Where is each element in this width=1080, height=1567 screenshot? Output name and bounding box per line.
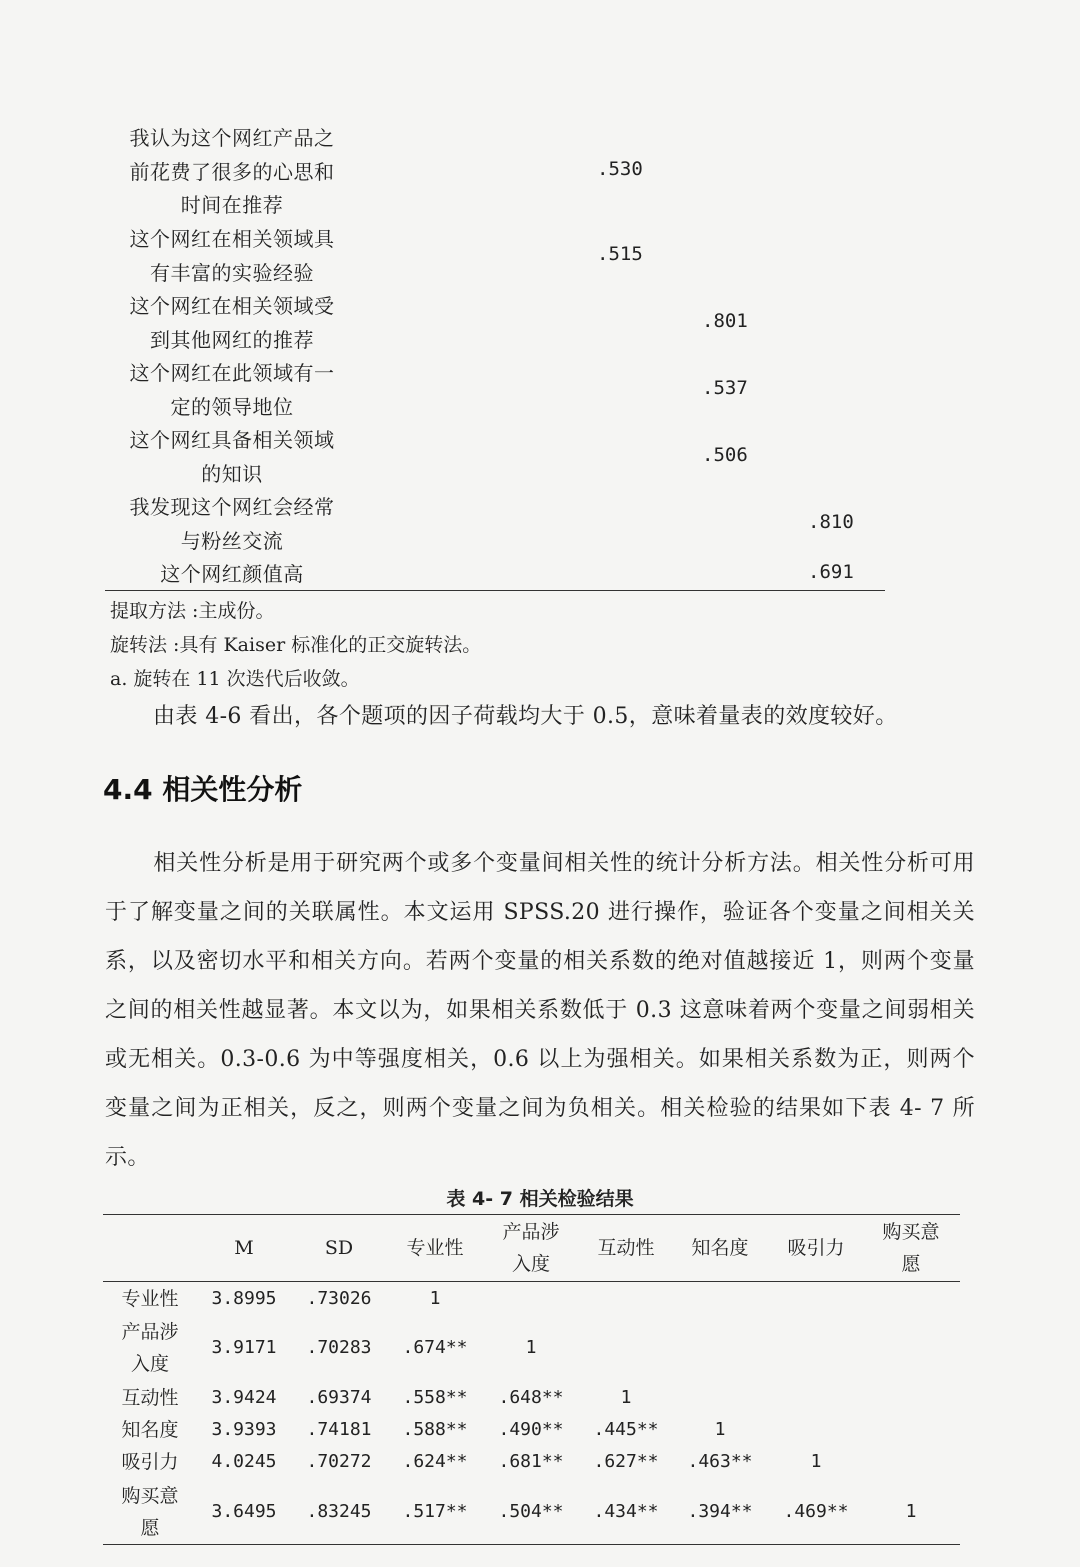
table-cell: .463** [687,1451,753,1472]
factor-loading-value: .530 [597,158,643,181]
factor-item-label: 这个网红在此领域有一 定的领导地位 [129,361,335,419]
column-header: M [234,1237,254,1259]
table-cell: 1 [714,1419,726,1440]
factor-item-label: 我发现这个网红会经常 与粉丝交流 [129,495,335,553]
column-header: 产品涉 入度 [502,1221,560,1275]
corr-table-header-rule [103,1281,960,1282]
table-cell: .624** [402,1451,468,1472]
table-cell: 3.9171 [211,1337,277,1358]
factor-item-label: 这个网红在相关领域具 有丰富的实验经验 [129,227,335,285]
row-label: 知名度 [121,1419,179,1441]
column-header: 吸引力 [787,1237,845,1259]
column-header: 知名度 [691,1237,749,1259]
table-cell: .445** [593,1419,659,1440]
table-caption: 表 4- 7 相关检验结果 [446,1188,634,1210]
factor-item-label: 这个网红在相关领域受 到其他网红的推荐 [129,294,335,352]
factor-table-bottom-rule [105,590,885,591]
table-cell: .627** [593,1451,659,1472]
table-cell: .681** [498,1451,564,1472]
table-cell: 3.6495 [211,1501,277,1522]
paragraph-validity: 由表 4-6 看出，各个题项的因子荷载均大于 0.5，意味着量表的效度较好。 [153,704,898,729]
row-label: 互动性 [121,1387,179,1409]
row-label: 专业性 [121,1288,179,1310]
table-cell: 3.8995 [211,1288,277,1309]
table-cell: .73026 [306,1288,372,1309]
factor-loading-value: .537 [702,376,748,399]
row-label: 产品涉 入度 [121,1321,179,1375]
column-header: 购买意 愿 [882,1221,940,1275]
table-note-convergence: a. 旋转在 11 次迭代后收敛。 [110,668,360,690]
factor-loading-value: .691 [808,560,854,583]
column-header: 专业性 [406,1237,464,1259]
table-cell: .558** [402,1387,468,1408]
paragraph-correlation-intro: 相关性分析是用于研究两个或多个变量间相关性的统计分析方法。相关性分析可用于了解变量之间的关联属性。本文运用 SPSS.20 进行操作，验证各个变量之间相关关系，以及密切水平和相关方向。若两个变量的相关系数的绝对值越接近 1，则两个变量之间的相关性越显著。本文以为，如果相关系数低于 0.3 这意味着两个变量之间弱相关或无相关。0.3-0.6 为中等强度相关，0.6 以上为强相关。如果相关系数为正，则两个变量之间为正相关，反之，则两个变量之间为负相关。相关检验的结果如下表 4- 7 所示。 [105,851,975,1170]
factor-item-label: 这个网红颜值高 [160,562,304,586]
table-cell: 1 [620,1387,632,1408]
table-note-rotation: 旋转法 :具有 Kaiser 标准化的正交旋转法。 [110,634,482,656]
section-heading: 4.4 相关性分析 [103,773,303,806]
table-note-extraction: 提取方法 :主成份。 [110,600,275,622]
factor-item-label: 这个网红具备相关领域 的知识 [129,428,335,486]
table-cell: .674** [402,1337,468,1358]
factor-loading-value: .810 [808,510,854,533]
table-cell: .504** [498,1501,564,1522]
table-cell: .469** [783,1501,849,1522]
table-cell: .517** [402,1501,468,1522]
row-label: 吸引力 [121,1451,179,1473]
table-cell: .394** [687,1501,753,1522]
table-cell: 4.0245 [211,1451,277,1472]
column-header: SD [324,1237,354,1259]
table-cell: .648** [498,1387,564,1408]
factor-item-label: 我认为这个网红产品之 前花费了很多的心思和 时间在推荐 [129,126,335,217]
table-cell: .74181 [306,1419,372,1440]
row-label: 购买意 愿 [121,1485,179,1539]
corr-table-top-rule [103,1214,960,1215]
table-cell: .83245 [306,1501,372,1522]
column-header: 互动性 [597,1237,655,1259]
table-cell: 1 [429,1288,441,1309]
factor-loading-value: .515 [597,242,643,265]
table-cell: 1 [525,1337,537,1358]
table-cell: 1 [810,1451,822,1472]
factor-loading-value: .506 [702,443,748,466]
table-cell: 3.9424 [211,1387,277,1408]
table-cell: 1 [905,1501,917,1522]
table-cell: 3.9393 [211,1419,277,1440]
corr-table-bottom-rule [103,1544,960,1545]
table-cell: .434** [593,1501,659,1522]
table-cell: .70283 [306,1337,372,1358]
table-cell: .69374 [306,1387,372,1408]
table-cell: .70272 [306,1451,372,1472]
table-cell: .490** [498,1419,564,1440]
table-cell: .588** [402,1419,468,1440]
factor-loading-value: .801 [702,309,748,332]
